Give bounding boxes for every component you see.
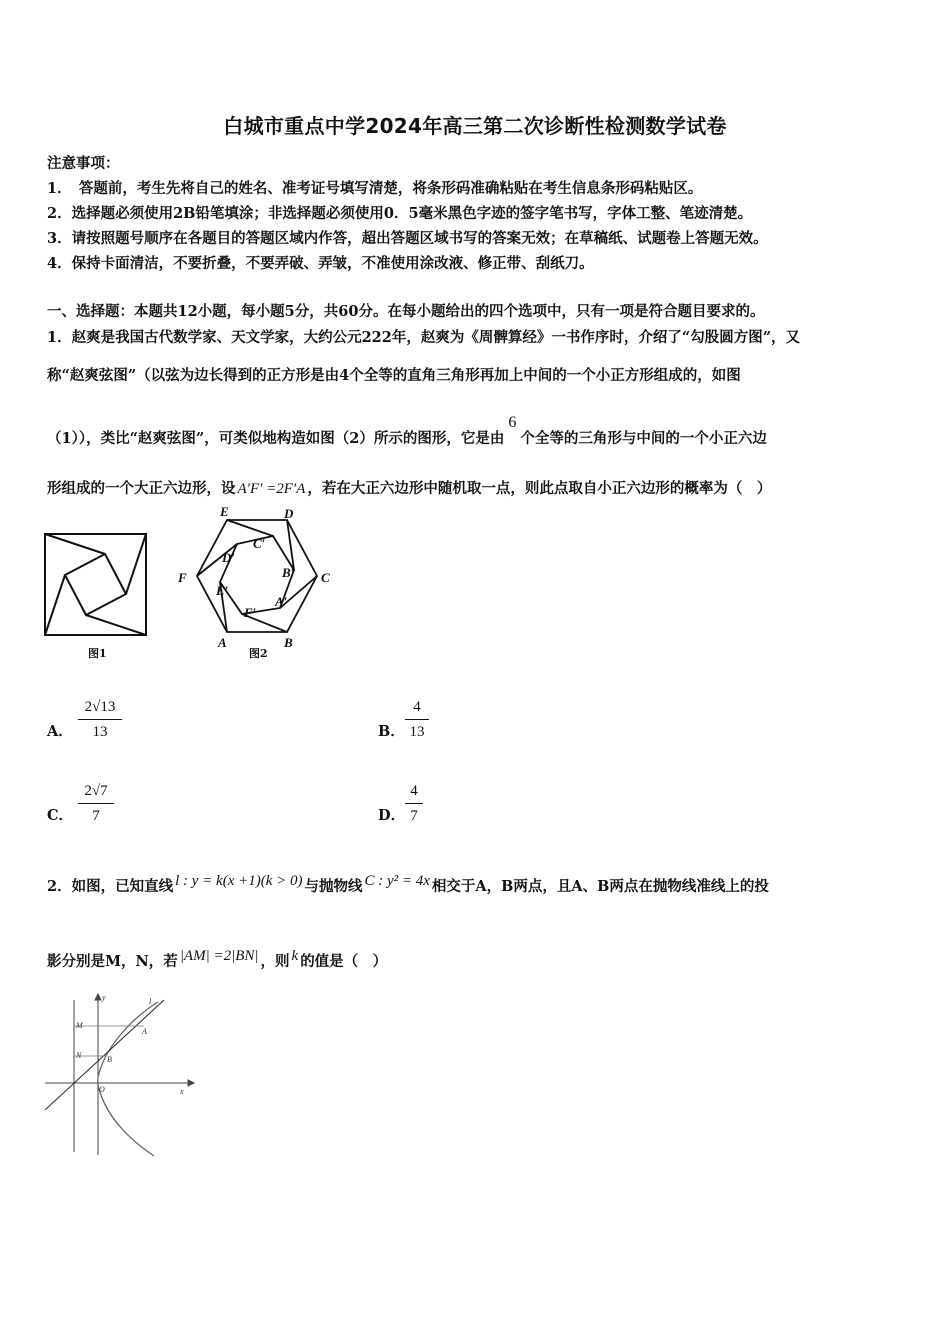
label-F: F [178,570,187,585]
chord-line-1 [45,534,105,554]
option-b-fraction [405,697,429,742]
q1-line2: 称“赵爽弦图”（以弦为边长得到的正方形是由4个全等的直角三角形再加上中间的一个小正方形组成的，如图 [47,367,741,384]
q2-line1-part2: 与抛物线 [304,878,363,895]
label-A-prime: A′ [275,594,288,609]
q1-line3-part3: 个全等的三角形与中间的一个小正六边 [520,430,767,447]
option-a-numerator: 2√13 [84,699,116,715]
option-c-numerator: 2√7 [84,783,108,799]
figure-2-hexagon-diagram [170,500,340,650]
label-E-prime: E′ [216,583,229,598]
chord-line-2 [126,534,146,594]
q1-line3-part1: （1）） [47,430,87,447]
q1-line4-math: A′F′ =2F′A [237,481,306,497]
label-y-axis: y [102,993,106,1002]
outer-square [45,534,146,635]
q1-line3-part2: ，类比“赵爽弦图”，可类似地构造如图（2）所示的图形，它是由 [86,430,505,447]
chord-line-4 [45,575,65,635]
figure-1-chord-diagram [44,533,148,637]
option-a-label[interactable]: A． [47,723,73,740]
figure-1-caption: 图1 [88,647,107,660]
q2-parabola-figure [40,990,200,1160]
q2-line1 [47,875,769,896]
option-b-label[interactable]: B． [378,723,405,740]
q1-line3-number: 6 [508,414,517,431]
notice-heading: 注意事项： [47,155,120,172]
q2-line-equation: l : y = k(x +1)(k > 0) [175,873,303,889]
label-D-prime: D′ [222,550,236,565]
option-d-numerator: 4 [410,783,418,799]
label-l: l [149,997,152,1006]
q1-line1: 1．赵爽是我国古代数学家、天文学家，大约公元222年，赵爽为《周髀算经》一书作序时，介绍了“勾股圆方图”，又 [47,329,801,346]
option-c-denominator: 7 [92,808,100,824]
label-D: D [284,506,294,521]
q2-line2-part1: 影分别是M，N，若 [47,953,178,970]
option-a-fraction [78,697,122,742]
q2-line2-part2: ，则 [260,953,290,970]
label-M: M [76,1021,83,1030]
q1-line3 [47,414,767,448]
option-d-denominator: 7 [410,808,418,824]
label-B: B [284,635,293,650]
q1-line4-part1: 形组成的一个大正六边形，设 [47,480,236,497]
q1-line4 [47,477,771,498]
q1-line4-part2: ，若在大正六边形中随机取一点，则此点取自小正六边形的概率为（ ） [307,480,772,497]
figure-2-caption: 图2 [249,647,268,660]
label-F-prime: F′ [244,605,257,620]
label-C: C [321,570,330,585]
q2-line2-part3: 的值是（ ） [300,953,388,970]
q2-parabola-equation: C : y² = 4x [364,873,430,889]
notice-item-2: 2．选择题必须使用2B铅笔填涂；非选择题必须使用0．5毫米黑色字迹的签字笔书写，字体工整、笔迹清楚。 [47,205,753,222]
label-origin: O [99,1085,105,1094]
option-b-denominator: 13 [409,724,425,740]
label-A: A [218,635,227,650]
option-c-fraction [78,781,114,826]
option-a-denominator: 13 [92,724,108,740]
chord-line-3 [86,615,146,635]
label-B-prime: B′ [282,565,295,580]
option-d-fraction [405,781,423,826]
section-header: 一、选择题：本题共12小题，每小题5分，共60分。在每小题给出的四个选项中，只有一项是符合题目要求的。 [47,303,765,320]
inner-square [65,554,126,615]
label-E: E [220,504,229,519]
q2-line1-part1: 2．如图，已知直线 [47,878,174,895]
notice-item-3: 3．请按照题号顺序在各题目的答题区域内作答，超出答题区域书写的答案无效；在草稿纸、试题卷上答题无效。 [47,230,768,247]
label-x-axis: x [180,1087,184,1096]
notice-item-1: 1． 答题前，考生先将自己的姓名、准考证号填写清楚，将条形码准确粘贴在考生信息条形码粘贴区。 [47,180,703,197]
option-d-label[interactable]: D． [378,807,406,824]
notice-item-4: 4．保持卡面清洁，不要折叠，不要弄破、弄皱，不准使用涂改液、修正带、刮纸刀。 [47,255,594,272]
label-C-prime: C′ [253,536,266,551]
option-b-numerator: 4 [413,699,421,715]
parabola-curve [98,1002,158,1156]
q2-line2 [47,950,387,971]
label-N: N [76,1051,82,1060]
q2-line1-part3: 相交于A，B两点，且A、B两点在抛物线准线上的投 [431,878,769,895]
label-B: B [107,1055,112,1064]
option-c-label[interactable]: C． [47,807,74,824]
label-A: A [142,1027,147,1036]
q2-k-symbol: k [291,948,299,964]
exam-title: 白城市重点中学2024年高三第二次诊断性检测数学试卷 [223,114,727,138]
q2-condition-math: |AM| =2|BN| [179,948,259,964]
